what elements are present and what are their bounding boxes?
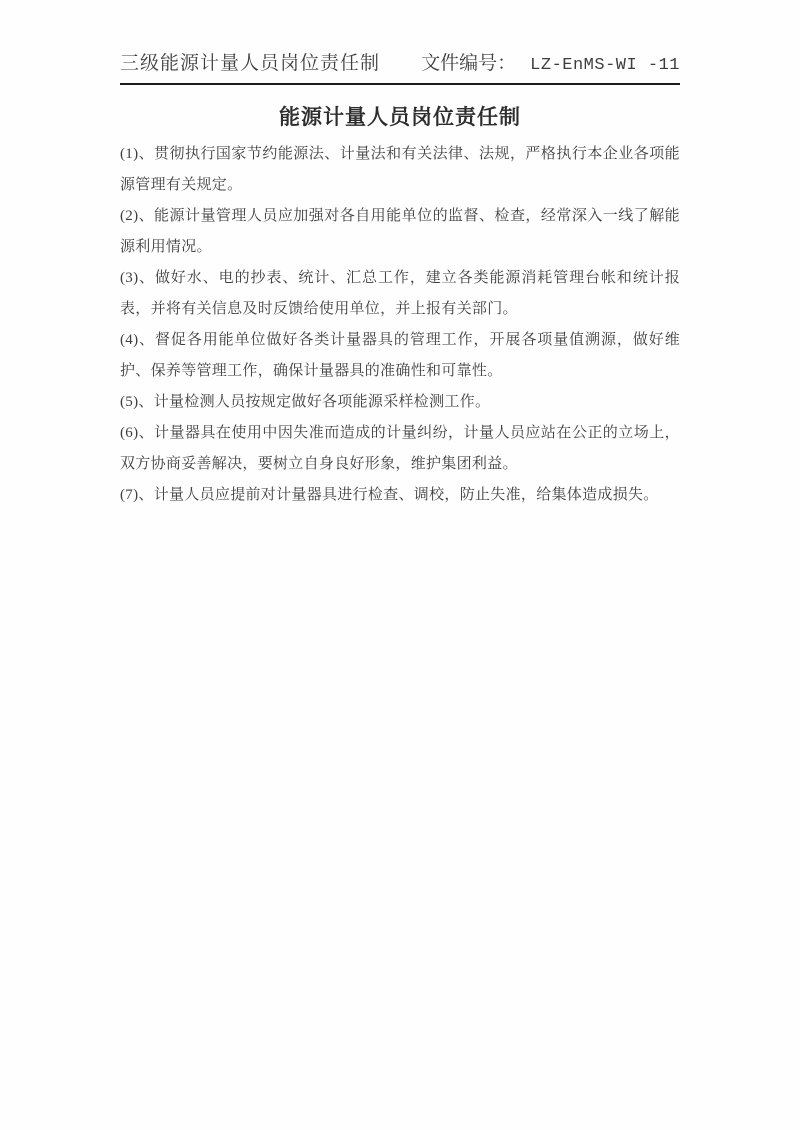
body-paragraph: (3)、做好水、电的抄表、统计、汇总工作，建立各类能源消耗管理台帐和统计报表，并将有关信息及时反馈给使用单位，并上报有关部门。 bbox=[120, 270, 680, 317]
page-title: 能源计量人员岗位责任制 bbox=[279, 106, 521, 129]
body-paragraph: (6)、计量器具在使用中因失准而造成的计量纠纷，计量人员应站在公正的立场上，双方协商妥善解决，要树立自身良好形象，维护集团利益。 bbox=[120, 425, 680, 472]
header-doc-title: 三级能源计量人员岗位责任制 bbox=[120, 53, 381, 74]
document-header bbox=[120, 52, 680, 78]
body-paragraph: (7)、计量人员应提前对计量器具进行检查、调校，防止失准，给集体造成损失。 bbox=[120, 487, 659, 503]
document-content bbox=[120, 52, 680, 511]
body-paragraph: (1)、贯彻执行国家节约能源法、计量法和有关法律、法规，严格执行本企业各项能源管理有关规定。 bbox=[120, 146, 680, 193]
body-paragraph: (2)、能源计量管理人员应加强对各自用能单位的监督、检查，经常深入一线了解能源利用情况。 bbox=[120, 208, 680, 255]
body-paragraph: (4)、督促各用能单位做好各类计量器具的管理工作，开展各项量值溯源，做好维护、保养等管理工作，确保计量器具的准确性和可靠性。 bbox=[120, 332, 680, 379]
body-paragraph: (5)、计量检测人员按规定做好各项能源采样检测工作。 bbox=[120, 394, 491, 410]
header-doc-number bbox=[421, 52, 680, 78]
doc-number-label: 文件编号： bbox=[421, 53, 517, 74]
document-body bbox=[120, 139, 680, 511]
doc-number-value: LZ-EnMS-WI -11 bbox=[530, 56, 680, 75]
header-divider bbox=[120, 83, 680, 85]
